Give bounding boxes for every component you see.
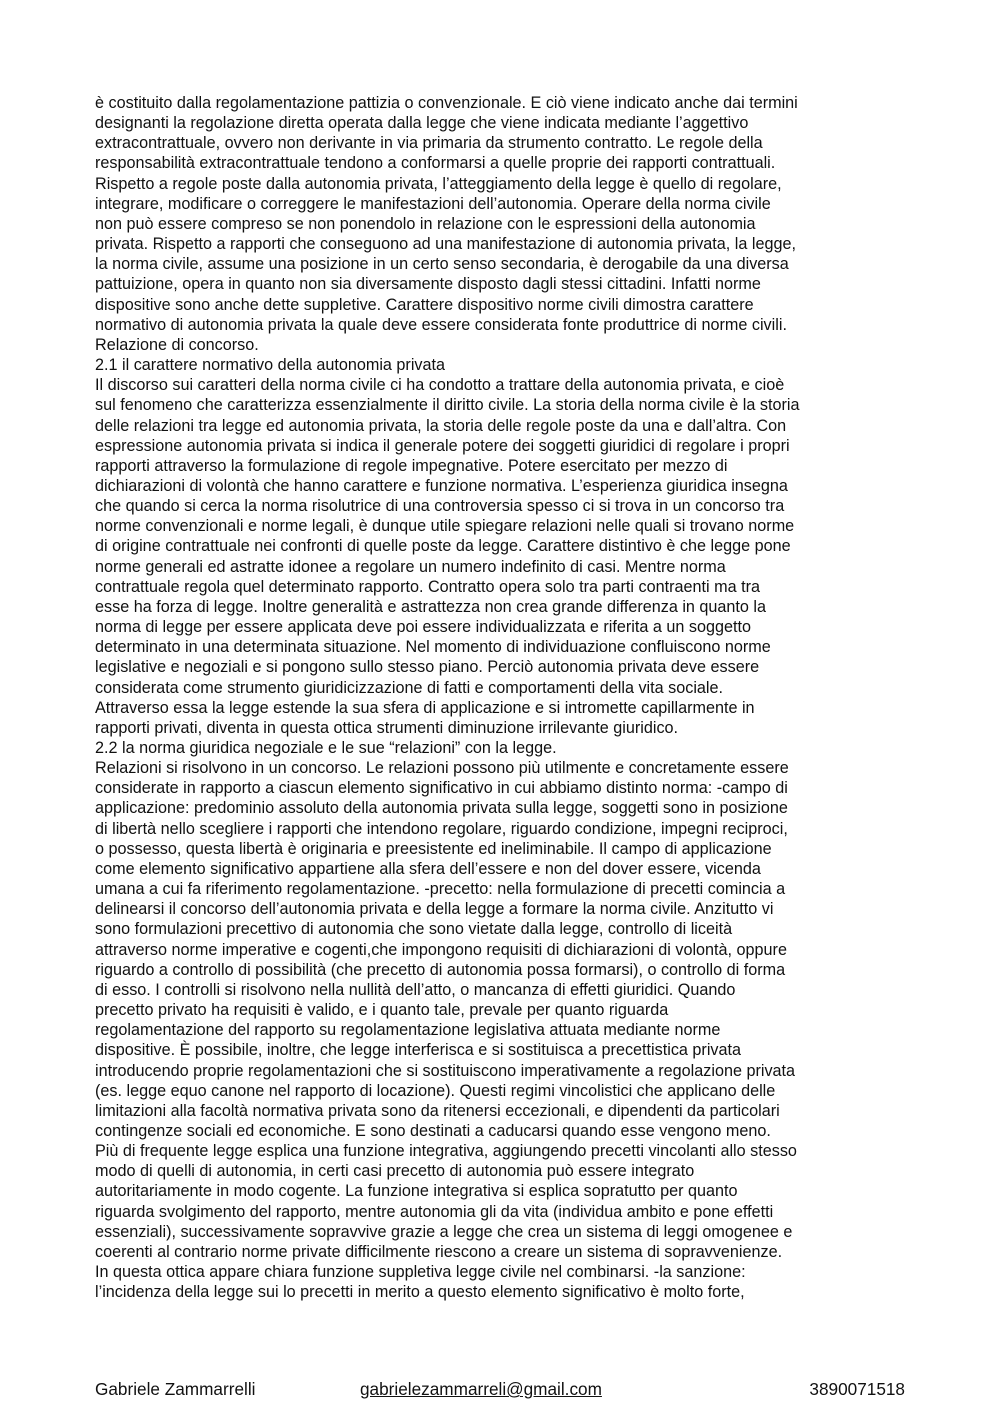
text-line: pattuizione, opera in quanto non sia diversamente disposto dagli stessi cittadini. Infatti norme <box>95 275 761 294</box>
text-line: attraverso norme imperative e cogenti,che impongono requisiti di dichiarazioni di volontà, oppure <box>95 940 787 959</box>
text-line: Il discorso sui caratteri della norma civile ci ha condotto a trattare della autonomia privata, e cioè <box>95 376 785 395</box>
text-line: Relazione di concorso. <box>95 335 259 354</box>
text-line: contingenze sociali ed economiche. E sono destinati a caducarsi quando esse vengono meno. <box>95 1121 771 1140</box>
text-line: rapporti privati, diventa in questa ottica strumenti diminuzione irrilevante giuridico. <box>95 718 679 737</box>
text-line: sul fenomeno che caratterizza essenzialmente il diritto civile. La storia della norma civile è la storia <box>95 396 800 415</box>
text-line: determinato in una determinata situazione. Nel momento di individuazione confluiscono norme <box>95 638 771 657</box>
text-line: considerata come strumento giuridicizzazione di fatti e comportamenti della vita sociale. <box>95 678 724 697</box>
text-line: sono formulazioni precettivo di autonomia che sono vietate dalla legge, controllo di liceità <box>95 920 733 939</box>
text-line: precetto privato ha requisiti è valido, e i quanto tale, prevale per quanto riguarda <box>95 1001 669 1020</box>
text-line: In questa ottica appare chiara funzione suppletiva legge civile nel combinarsi. -la sanzione: <box>95 1263 746 1282</box>
text-line: riguardo a controllo di possibilità (che precetto di autonomia possa formarsi), o controllo di forma <box>95 960 786 979</box>
footer-phone: 3890071518 <box>809 1379 905 1399</box>
text-line: di libertà nello scegliere i rapporti che intendono regolare, riguardo condizione, impegni reciproci, <box>95 819 788 838</box>
text-line: umana a cui fa riferimento regolamentazione. -precetto: nella formulazione di precetti comincia a <box>95 880 786 899</box>
text-line: che quando si cerca la norma risolutrice di una controversia spesso ci si trova in un concorso tra <box>95 497 785 516</box>
text-line: Rispetto a regole poste dalla autonomia privata, l’atteggiamento della legge è quello di regolare, <box>95 174 782 193</box>
text-line: legislative e negoziali e si pongono sullo stesso piano. Perciò autonomia privata deve essere <box>95 658 760 677</box>
text-line: designanti la regolazione diretta operata dalla legge che viene indicata mediante l’aggettivo <box>95 114 749 133</box>
text-line: contrattuale regola quel determinato rapporto. Contratto opera solo tra parti contraenti ma tra <box>95 577 760 596</box>
text-line: rapporti attraverso la formulazione di regole impegnative. Potere esercitato per mezzo di <box>95 456 728 475</box>
text-line: extracontrattuale, ovvero non derivante in via primaria da strumento contratto. Le regole della <box>95 134 763 153</box>
text-line: riguarda svolgimento del rapporto, mentre autonomia gli da vita (individua ambito e pone effetti <box>95 1202 774 1221</box>
text-line: limitazioni alla facoltà normativa privata sono da ritenersi eccezionali, e dipendenti da particolari <box>95 1101 780 1120</box>
text-line: la norma civile, assume una posizione in un certo senso secondaria, è derogabile da una diversa <box>95 255 789 274</box>
text-line: Relazioni si risolvono in un concorso. Le relazioni possono più utilmente e concretamente essere <box>95 759 789 778</box>
text-line: espressione autonomia privata si indica il generale potere dei soggetti giuridici di regolare i propri <box>95 436 790 455</box>
text-line: è costituito dalla regolamentazione pattizia o convenzionale. E ciò viene indicato anche dai termini <box>95 94 798 112</box>
text-line: dispositive sono anche dette suppletive. Carattere dispositivo norme civili dimostra carattere <box>95 295 754 314</box>
text-line: Più di frequente legge esplica una funzione integrativa, aggiungendo precetti vincolanti allo stesso <box>95 1142 797 1161</box>
text-line: norme generali ed astratte idonee a regolare un numero indefinito di casi. Mentre norma <box>95 557 726 576</box>
text-line: applicazione: predominio assoluto della autonomia privata sulla legge, soggetti sono in posizione <box>95 799 788 818</box>
text-line: di origine contrattuale nei confronti di quelle poste da legge. Carattere distintivo è che legge pone <box>95 537 791 556</box>
text-line: autoritariamente in modo cogente. La funzione integrativa si esplica sopratutto per quanto <box>95 1182 738 1201</box>
text-line: responsabilità extracontrattuale tendono a conformarsi a quelle proprie dei rapporti contrattuali. <box>95 154 776 173</box>
text-line: norma di legge per essere applicata deve poi essere individualizzata e riferita a un soggetto <box>95 618 751 637</box>
text-line: privata. Rispetto a rapporti che conseguono ad una manifestazione di autonomia privata, la legge, <box>95 235 797 254</box>
footer-author: Gabriele Zammarrelli <box>95 1379 256 1399</box>
text-line: l’incidenza della legge sui lo precetti in merito a questo elemento significativo è molto forte, <box>95 1283 745 1302</box>
text-line: o possesso, questa libertà è originaria e preesistente ed ineliminabile. Il campo di applicazione <box>95 839 772 858</box>
text-line: coerenti al contrario norme private difficilmente riescono a creare un sistema di sopravvenienze. <box>95 1242 783 1261</box>
page-footer <box>95 1378 910 1402</box>
text-line: modo di quelli di autonomia, in certi casi precetto di autonomia può essere integrato <box>95 1162 695 1181</box>
text-line: 2.2 la norma giuridica negoziale e le sue “relazioni” con la legge. <box>95 739 557 757</box>
footer-email-link[interactable]: gabrielezammarreli@gmail.com <box>360 1379 602 1399</box>
text-line: dispositive. È possibile, inoltre, che legge interferisca e si sostituisca a precettistica privata <box>95 1041 742 1060</box>
text-line: dichiarazioni di volontà che hanno carattere e funzione normativa. L’esperienza giuridica insegna <box>95 476 788 495</box>
text-line: integrare, modificare o correggere le manifestazioni dell’autonomia. Operare della norma civile <box>95 194 771 213</box>
text-line: Attraverso essa la legge estende la sua sfera di applicazione e si intromette capillarmente in <box>95 698 755 717</box>
text-line: non può essere compreso se non ponendolo in relazione con le espressioni della autonomia <box>95 214 756 233</box>
text-line: norme convenzionali e norme legali, è dunque utile spiegare relazioni nelle quali si trovano norme <box>95 517 795 536</box>
text-line: 2.1 il carattere normativo della autonomia privata <box>95 356 446 375</box>
text-line: introducendo proprie regolamentazioni che si sostituiscono imperativamente a regolazione privata <box>95 1061 796 1080</box>
text-line: regolamentazione del rapporto su regolamentazione legislativa attuata mediante norme <box>95 1021 721 1040</box>
text-line: (es. legge equo canone nel rapporto di locazione). Questi regimi vincolistici che applicano delle <box>95 1081 776 1100</box>
text-line: normativo di autonomia privata la quale deve essere considerata fonte produttrice di norme civili. <box>95 315 787 334</box>
text-line: esse ha forza di legge. Inoltre generalità e astrattezza non crea grande differenza in quanto la <box>95 597 767 616</box>
document-body <box>95 93 910 1302</box>
text-line: delle relazioni tra legge ed autonomia privata, la storia delle regole poste da una e dall’altra. Con <box>95 416 787 435</box>
text-line: considerate in rapporto a ciascun elemento significativo in cui abbiamo distinto norma: -campo di <box>95 779 788 798</box>
text-line: delinearsi il concorso dell’autonomia privata e della legge a formare la norma civile. Anzitutto vi <box>95 900 774 919</box>
text-line: di esso. I controlli si risolvono nella nullità dell’atto, o mancanza di effetti giuridici. Quando <box>95 980 736 999</box>
text-line: essenziali), successivamente sopravvive grazie a legge che crea un sistema di leggi omogenee e <box>95 1222 793 1241</box>
text-line: come elemento significativo appartiene alla sfera dell’essere e non del dover essere, vicenda <box>95 859 761 878</box>
